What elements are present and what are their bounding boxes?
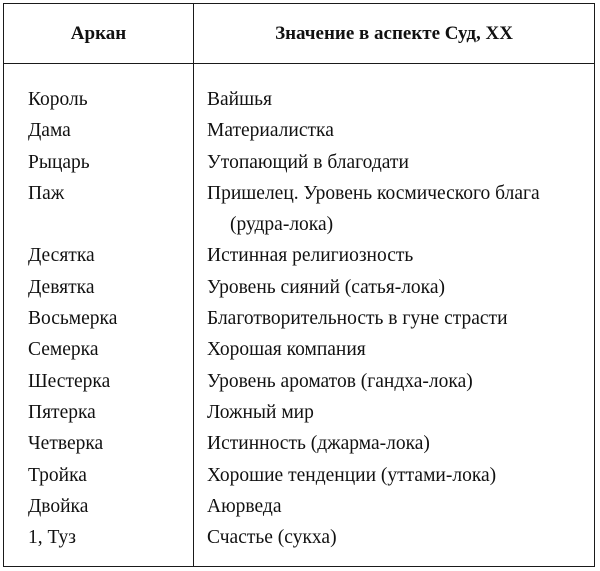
- table-row: [4, 272, 594, 303]
- meaning-cell: [193, 178, 593, 241]
- table-row: [4, 303, 594, 334]
- arcana-cell: Тройка: [28, 464, 87, 486]
- meaning-cell: Ложный мир: [207, 401, 314, 423]
- table-row: [4, 147, 594, 178]
- arcana-table: [3, 3, 595, 567]
- meaning-cell: Благотворительность в гуне страсти: [207, 308, 508, 330]
- arcana-cell: Двойка: [28, 495, 89, 517]
- arcana-cell: Рыцарь: [28, 151, 90, 173]
- table-row: [4, 428, 594, 459]
- meaning-cell: Аюрведа: [207, 495, 282, 517]
- header-meaning: Значение в аспекте Суд, XX: [275, 22, 513, 44]
- arcana-cell: 1, Туз: [28, 527, 76, 549]
- arcana-cell: Десятка: [28, 245, 95, 267]
- arcana-cell: Семерка: [28, 339, 99, 361]
- arcana-cell: Четверка: [28, 433, 104, 455]
- meaning-cell: Утопающий в благодати: [207, 151, 409, 173]
- meaning-cell: Хорошая компания: [207, 339, 366, 361]
- table-row: [4, 397, 594, 428]
- meaning-cell: Истинная религиозность: [207, 245, 414, 267]
- table-row: [4, 240, 594, 271]
- meaning-line: Пришелец. Уровень космического блага: [207, 182, 540, 204]
- table-row: [4, 84, 594, 115]
- meaning-cell: Материалистка: [207, 120, 334, 142]
- arcana-cell: Девятка: [28, 276, 95, 298]
- meaning-continuation: (рудра-лока): [230, 214, 334, 236]
- arcana-cell: Пятерка: [28, 401, 96, 423]
- header-arcana: Аркан: [70, 22, 127, 44]
- meaning-cell: Вайшья: [207, 89, 272, 110]
- table-row: [4, 115, 594, 146]
- table-row: [4, 366, 594, 397]
- arcana-cell: Паж: [28, 182, 65, 204]
- table-row: [4, 522, 594, 553]
- table-row: [4, 178, 594, 241]
- header-divider: [4, 63, 594, 64]
- meaning-cell: Истинность (джарма-лока): [207, 433, 430, 455]
- meaning-cell: Уровень сияний (сатья-лока): [207, 276, 446, 298]
- arcana-cell: Шестерка: [28, 370, 111, 392]
- meaning-cell: Счастье (сукха): [207, 527, 337, 549]
- arcana-cell: Король: [28, 89, 88, 110]
- table-row: [4, 334, 594, 365]
- arcana-cell: Восьмерка: [28, 308, 118, 330]
- meaning-cell: Хорошие тенденции (уттами-лока): [207, 464, 497, 486]
- arcana-cell: Дама: [28, 120, 71, 142]
- meaning-cell: Уровень ароматов (гандха-лока): [207, 370, 473, 392]
- table-body: [4, 84, 594, 553]
- table-row: [4, 460, 594, 491]
- table-row: [4, 491, 594, 522]
